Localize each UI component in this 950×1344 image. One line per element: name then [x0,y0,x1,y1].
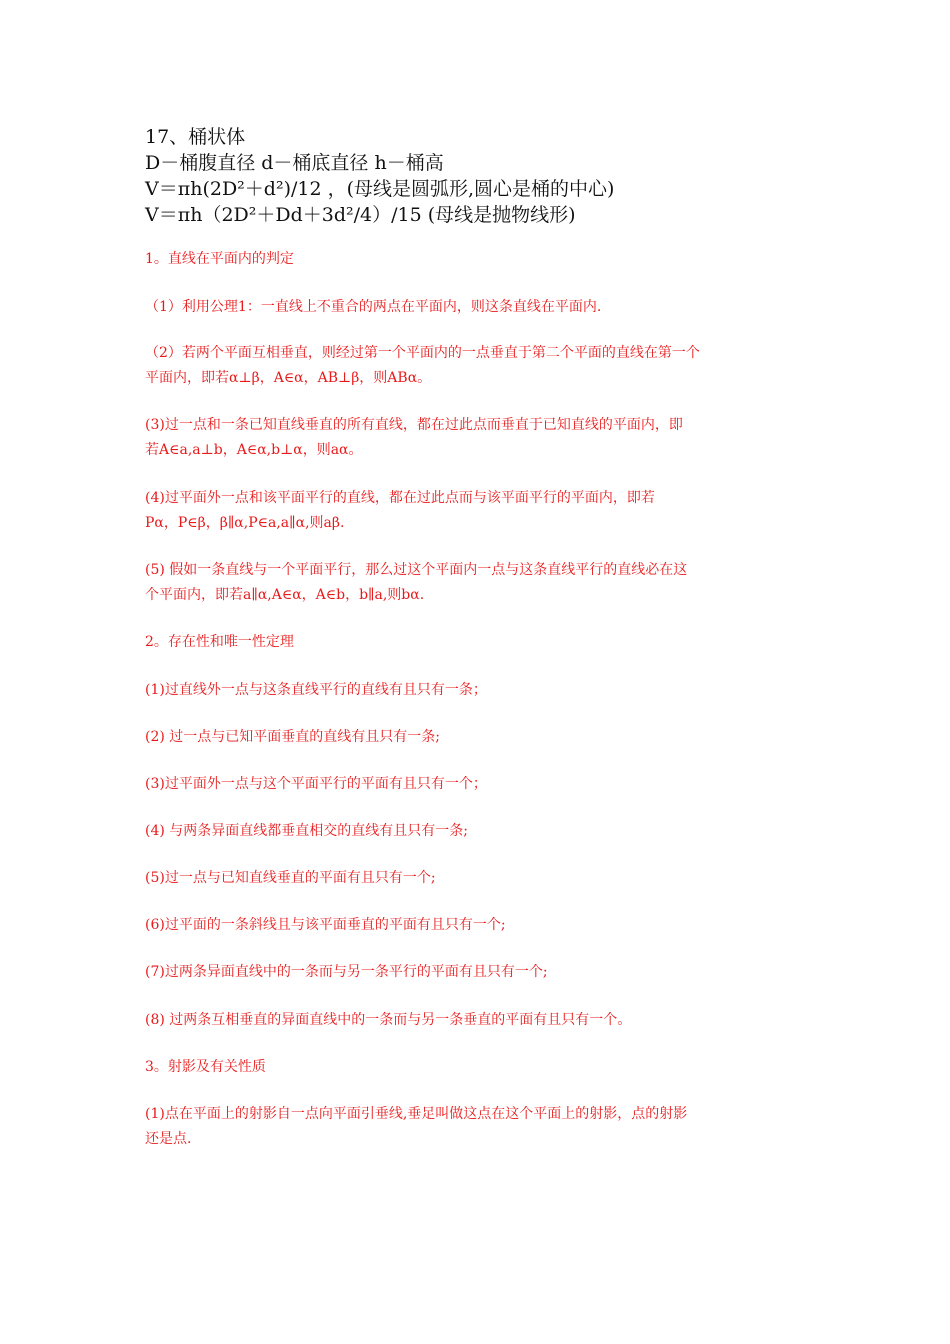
section1-item2-line2: 平面内，即若α⊥β，A∈α，AB⊥β，则ABα。 [145,370,432,386]
section1-item1: （1）利用公理1：一直线上不重合的两点在平面内，则这条直线在平面内. [145,299,602,315]
section1-item3-line1: (3)过一点和一条已知直线垂直的所有直线，都在过此点而垂直于已知直线的平面内，即 [145,417,683,433]
list-item: (3)过平面外一点与这个平面平行的平面有且只有一个； [145,776,487,792]
section1-item5-line2: 个平面内，即若a∥α,A∈α，A∈b，b∥a,则bα. [145,587,425,603]
barrel-formula-block [145,124,825,228]
variable-definitions: D－桶腹直径 d－桶底直径 h－桶高 [145,152,444,174]
section1-item5-line1: (5) 假如一条直线与一个平面平行，那么过这个平面内一点与这条直线平行的直线必在这 [145,562,688,578]
list-item: (1)过直线外一点与这条直线平行的直线有且只有一条； [145,682,487,698]
section-title: 17、桶状体 [145,126,246,148]
section2-heading: 2。存在性和唯一性定理 [145,634,294,650]
section1-item2-line1: （2）若两个平面互相垂直，则经过第一个平面内的一点垂直于第二个平面的直线在第一个 [145,345,700,361]
section3-item1-line2: 还是点. [145,1131,192,1147]
formula-arc: V＝πh(2D²＋d²)/12 ，(母线是圆弧形,圆心是桶的中心) [145,178,615,200]
section1-item4-line2: Pα，P∈β，β∥α,P∈a,a∥α,则aβ. [145,515,345,531]
list-item: (2) 过一点与已知平面垂直的直线有且只有一条; [145,729,440,745]
list-item: (5)过一点与已知直线垂直的平面有且只有一个; [145,870,436,886]
list-item: (6)过平面的一条斜线且与该平面垂直的平面有且只有一个; [145,917,506,933]
section1-item3-line2: 若A∈a,a⊥b，A∈α,b⊥α，则aα。 [145,442,363,458]
section1-heading: 1。直线在平面内的判定 [145,251,294,267]
section3-heading: 3。射影及有关性质 [145,1059,266,1075]
list-item: (4) 与两条异面直线都垂直相交的直线有且只有一条; [145,823,468,839]
list-item: (7)过两条异面直线中的一条而与另一条平行的平面有且只有一个; [145,964,548,980]
formula-parabola: V＝πh（2D²＋Dd＋3d²/4）/15 (母线是抛物线形) [145,204,576,226]
section1-item4-line1: (4)过平面外一点和该平面平行的直线，都在过此点而与该平面平行的平面内，即若 [145,490,655,506]
section3-item1-line1: (1)点在平面上的射影自一点向平面引垂线,垂足叫做这点在这个平面上的射影，点的射影 [145,1106,688,1122]
list-item: (8) 过两条互相垂直的异面直线中的一条而与另一条垂直的平面有且只有一个。 [145,1012,632,1028]
